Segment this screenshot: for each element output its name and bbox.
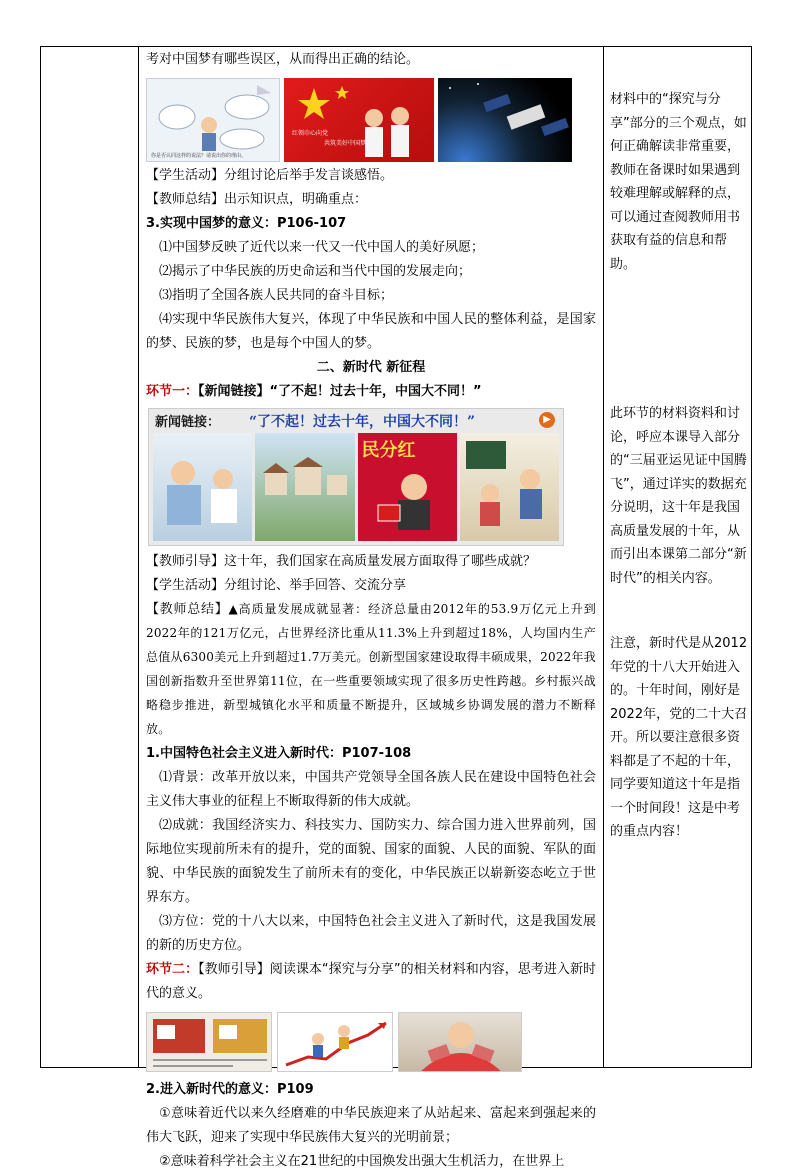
- intro-line: 考对中国梦有哪些误区，从而得出正确的结论。: [146, 52, 420, 67]
- new-era-achievement: ⑵成就：我国经济实力、科技实力、国防实力、综合国力进入世界前列，国际地位实现前所未有的提升，党的面貌、国家的面貌、人民的面貌、军队的面貌、中华民族的面貌发生了前所未有的变化，中华民族正以崭新姿态屹立于世界东方。: [146, 818, 596, 905]
- teacher-guide-label: 【教师引导】: [146, 554, 225, 569]
- meaning-item-4: ⑷实现中华民族伟大复兴，体现了中华民族和中国人民的整体利益，是国家的梦、民族的梦，也是每个中国人的梦。: [146, 312, 596, 351]
- side-note-3: 注意，新时代是从2012年党的十八大开始进入的。十年时间，刚好是2022年，党的二十大召开。所以要注意很多资料都是了不起的十年，同学要知道这十年是指一个时间段！这是中考的重点内容！: [610, 636, 748, 839]
- teacher-summary-label: 【教师总结】: [146, 192, 225, 207]
- red-flag-pioneers-image: [284, 78, 434, 162]
- teacher-guide-text: 这十年，我们国家在高质量发展方面取得了哪些成就？: [224, 554, 537, 569]
- news-photo-village: [255, 433, 354, 541]
- meaning-item-3: ⑶指明了全国各族人民共同的奋斗目标；: [159, 288, 394, 303]
- news-label: 新闻链接：: [155, 415, 221, 430]
- dividend-sign: 民分红: [361, 440, 416, 461]
- side-note-2: 此环节的材料资料和讨论，呼应本课导入部分的“三届亚运见证中国腾飞”，通过详实的数据充分说明，这十年是我国高质量发展的十年，从而引出本课第二部分“新时代”的相关内容。: [610, 406, 747, 586]
- cartoon-discussion-image: [146, 78, 280, 162]
- space-station-image: [438, 78, 572, 162]
- news-photo-classroom: [460, 433, 559, 541]
- column-divider-left: [138, 46, 139, 1068]
- significance-item-1: ①意味着近代以来久经磨难的中华民族迎来了从站起来、富起来到强起来的伟大飞跃，迎来了实现中华民族伟大复兴的光明前景；: [146, 1106, 596, 1145]
- heading-entering-significance: 2.进入新时代的意义：P109: [146, 1082, 314, 1097]
- flag-caption-b: 共筑美好中国梦: [324, 140, 367, 147]
- significance-item-2: ②意味着科学社会主义在21世纪的中国焕发出强大生机活力，在世界上: [159, 1154, 565, 1169]
- heading-new-era: 1.中国特色社会主义进入新时代：P107-108: [146, 746, 412, 761]
- side-note-1: 材料中的“探究与分享”部分的三个观点，如何正确解读非常重要，教师在备课时如果遇到较难理解或解释的点，可以通过查阅教师用书获取有益的信息和帮助。: [610, 92, 747, 272]
- money-smile-image: [398, 1012, 522, 1072]
- student-activity-2-text: 分组讨论、举手回答、交流分享: [224, 578, 407, 593]
- meaning-item-2: ⑵揭示了中华民族的历史命运和当代中国的发展走向；: [159, 264, 472, 279]
- heading-significance: 3.实现中国梦的意义：P106-107: [146, 216, 347, 231]
- new-era-position: ⑶方位：党的十八大以来，中国特色社会主义进入了新时代，这是我国发展的新的历史方位。: [146, 914, 596, 953]
- flag-caption-a: 红领巾心向党: [292, 130, 329, 137]
- news-link-image: [148, 408, 564, 546]
- cartoon-illustration: [147, 79, 280, 162]
- meaning-item-1: ⑴中国梦反映了近代以来一代又一代中国人的美好夙愿；: [159, 240, 485, 255]
- exhibition-image: [146, 1012, 272, 1072]
- image-row-1: [146, 78, 596, 162]
- news-play-icon: ▶: [539, 412, 555, 428]
- news-photo-strip: [153, 433, 559, 541]
- new-era-background: ⑴背景：改革开放以来，中国共产党领导全国各族人民在建设中国特色社会主义伟大事业的征程上不断取得新的伟大成就。: [146, 770, 596, 809]
- student-activity-text: 分组讨论后举手发言谈感悟。: [224, 168, 394, 183]
- teacher-summary-2-label: 【教师总结】: [146, 602, 229, 617]
- student-activity-label: 【学生活动】: [146, 168, 225, 183]
- space-station-illustration: [438, 78, 572, 162]
- column-divider-right: [603, 46, 604, 1068]
- link-one-text: 【新闻链接】“了不起！过去十年，中国大不同！”: [198, 384, 482, 399]
- teacher-summary-text: 出示知识点，明确重点：: [224, 192, 368, 207]
- main-content-column: [146, 48, 596, 1174]
- student-activity-2-label: 【学生活动】: [146, 578, 225, 593]
- achievement-summary: ▲高质量发展成就显著：经济总量由2012年的53.9万亿元上升到2022年的121万亿元，占世界经济比重从11.3%上升到超过18%，人均国内生产总值从6300美元上升到超过1.7万美元。创新型国家建设取得丰硕成果，2022年我国创新指数升至世界第11位，在一些重要领域实现了很多历史性跨越。乡村振兴战略稳步推进，新型城镇化水平和质量不断提升，区域城乡协调发展的潜力不断释放。: [146, 602, 596, 736]
- news-headline: “了不起！过去十年，中国大不同！”: [249, 414, 476, 430]
- section-two-title: 二、新时代 新征程: [316, 360, 426, 375]
- link-two-text: 【教师引导】阅读课本“探究与分享”的相关材料和内容，思考进入新时代的意义。: [146, 962, 596, 1001]
- cartoon-caption: 你是否认同这样的说法？请说出你的理由。: [151, 153, 247, 159]
- link-two-label: 环节二：: [146, 962, 199, 977]
- news-photo-medical: [153, 433, 252, 541]
- growth-cartoon-image: [277, 1012, 393, 1072]
- news-photo-dividend: [358, 433, 457, 541]
- image-row-3: [146, 1012, 596, 1072]
- link-one-label: 环节一：: [146, 384, 199, 399]
